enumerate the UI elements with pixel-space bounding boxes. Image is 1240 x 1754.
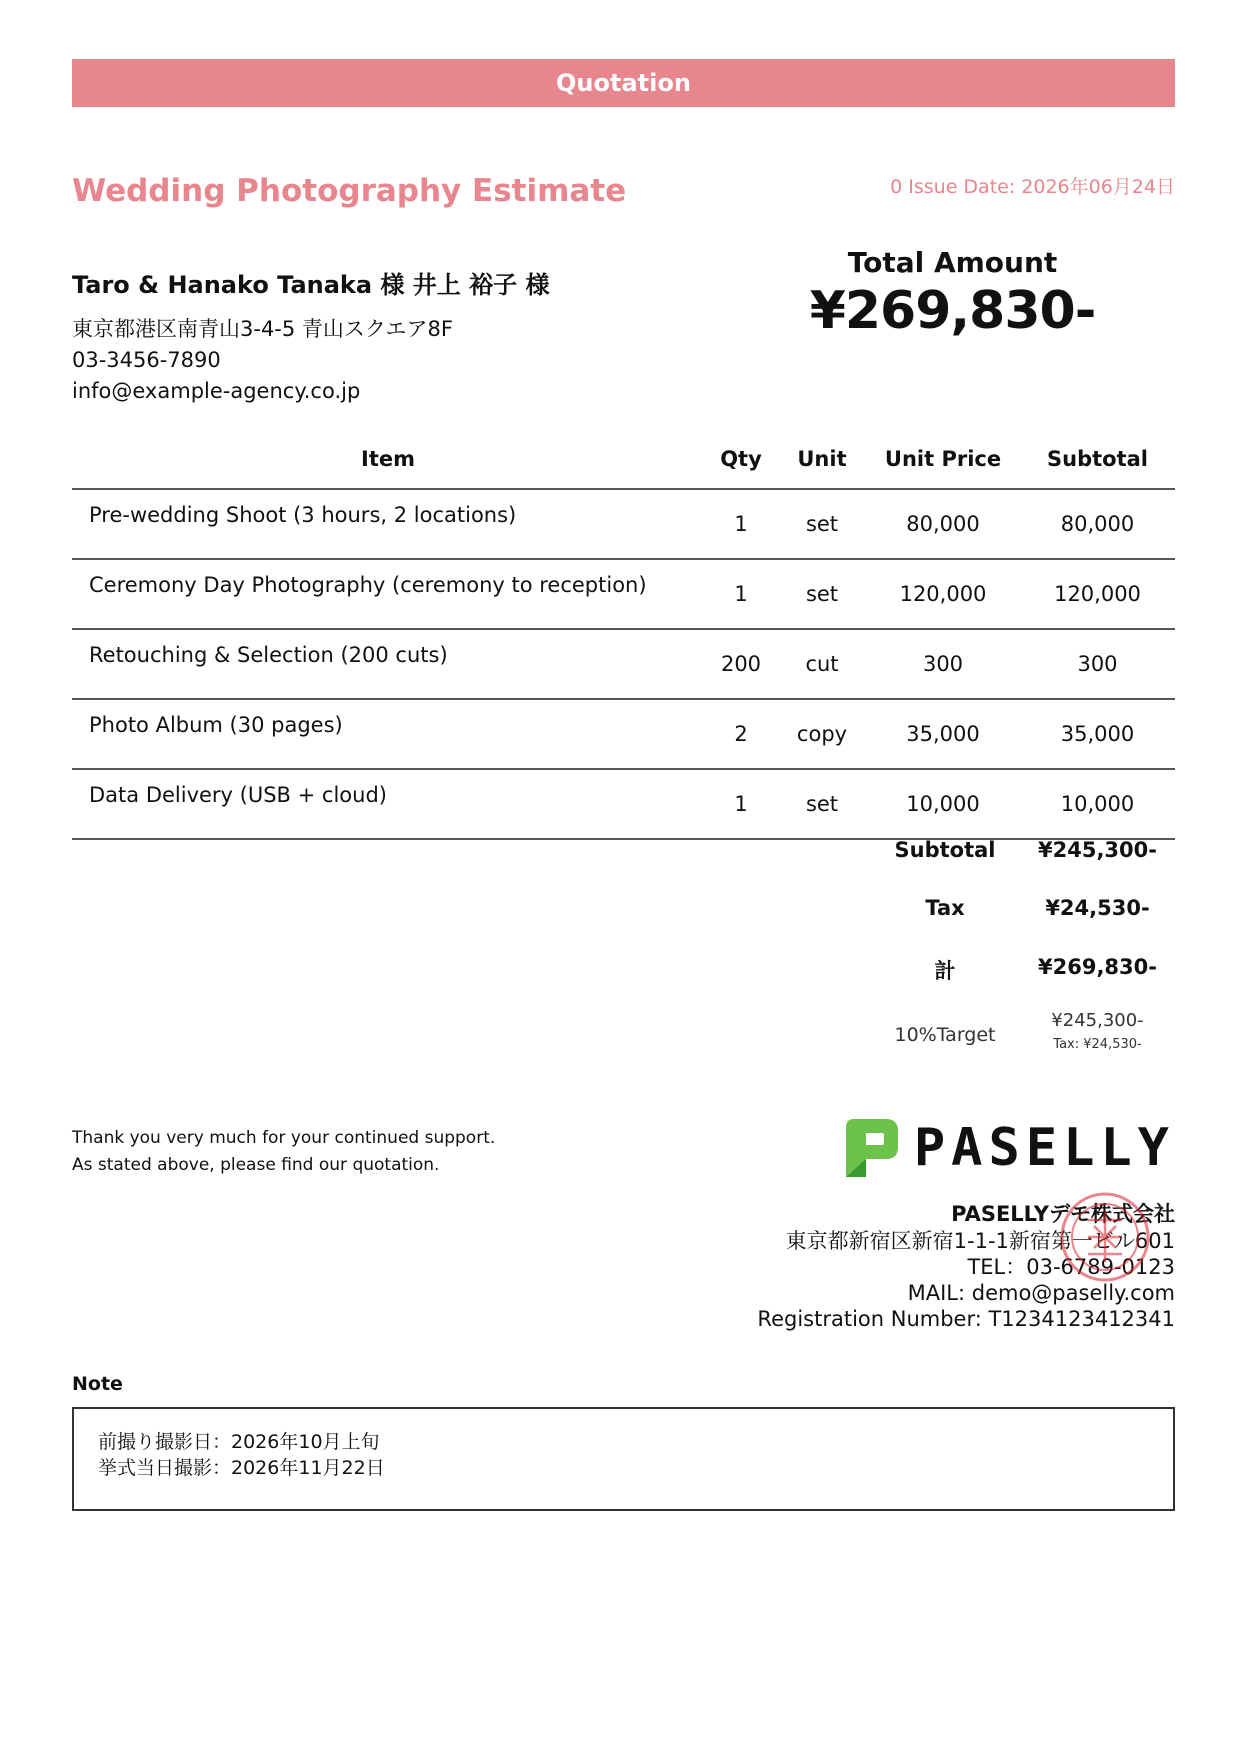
cell-unit-price: 300 xyxy=(866,629,1020,699)
tax-rate-amount: ¥245,300- xyxy=(1051,1010,1144,1031)
cell-unit-price: 80,000 xyxy=(866,489,1020,559)
cell-unit-price: 120,000 xyxy=(866,559,1020,629)
tax-rate-row xyxy=(870,1010,1175,1052)
cell-item: Retouching & Selection (200 cuts) xyxy=(72,629,704,699)
total-amount-value: ¥269,830- xyxy=(809,281,1096,341)
cell-unit: cut xyxy=(778,629,866,699)
total-amount-label: Total Amount xyxy=(847,246,1058,279)
summary-tax-value: ¥24,530- xyxy=(1045,896,1150,920)
thank-you-line-2: As stated above, please find our quotation. xyxy=(72,1155,440,1175)
total-amount-box xyxy=(780,246,1125,341)
summary-subtotal-label: Subtotal xyxy=(894,838,996,862)
cell-subtotal: 35,000 xyxy=(1020,699,1175,769)
cell-unit: set xyxy=(778,489,866,559)
note-line-2: 挙式当日撮影：2026年11月22日 xyxy=(98,1457,385,1479)
table-row xyxy=(72,629,1175,699)
company-registration: Registration Number: T1234123412341 xyxy=(757,1307,1175,1331)
table-row xyxy=(72,699,1175,769)
cell-unit: set xyxy=(778,559,866,629)
tax-rate-tax: Tax: ¥24,530- xyxy=(1053,1037,1142,1052)
summary-total-row xyxy=(870,955,1175,985)
note-box xyxy=(72,1407,1175,1511)
col-header-item: Item xyxy=(72,430,704,489)
company-tel: TEL：03-6789-0123 xyxy=(967,1255,1175,1279)
summary-total-label: 計 xyxy=(934,959,956,983)
issue-date: 0 Issue Date: 2026年06月24日 xyxy=(890,176,1175,198)
summary-subtotal-row xyxy=(870,838,1175,862)
summary-tax-row xyxy=(870,896,1175,920)
paselly-logo-icon xyxy=(842,1117,900,1179)
thank-you-message xyxy=(72,1125,495,1179)
recipient-block xyxy=(72,265,550,407)
company-address: 東京都新宿区新宿1-1-1新宿第一ビル601 xyxy=(785,1229,1175,1253)
logo-wordmark: PASELLY xyxy=(913,1118,1175,1178)
cell-item: Pre-wedding Shoot (3 hours, 2 locations) xyxy=(72,489,704,559)
cell-unit: set xyxy=(778,769,866,839)
banner-title: Quotation xyxy=(556,69,691,97)
cell-item: Photo Album (30 pages) xyxy=(72,699,704,769)
cell-subtotal: 80,000 xyxy=(1020,489,1175,559)
col-header-qty: Qty xyxy=(704,430,778,489)
cell-unit-price: 10,000 xyxy=(866,769,1020,839)
cell-item: Data Delivery (USB + cloud) xyxy=(72,769,704,839)
company-seal-icon xyxy=(1058,1190,1152,1284)
cell-qty: 200 xyxy=(704,629,778,699)
thank-you-line-1: Thank you very much for your continued support. xyxy=(72,1128,496,1148)
document-title: Wedding Photography Estimate xyxy=(72,173,627,209)
table-row xyxy=(72,489,1175,559)
cell-subtotal: 300 xyxy=(1020,629,1175,699)
cell-qty: 2 xyxy=(704,699,778,769)
table-row xyxy=(72,559,1175,629)
cell-subtotal: 120,000 xyxy=(1020,559,1175,629)
table-header-row xyxy=(72,430,1175,489)
company-logo xyxy=(842,1117,1175,1179)
summary-subtotal-value: ¥245,300- xyxy=(1038,838,1157,862)
recipient-address: 東京都港区南青山3-4-5 青山スクエア8F xyxy=(72,317,453,341)
note-line-1: 前撮り撮影日：2026年10月上旬 xyxy=(98,1431,380,1453)
recipient-email: info@example-agency.co.jp xyxy=(72,379,361,403)
cell-qty: 1 xyxy=(704,489,778,559)
cell-subtotal: 10,000 xyxy=(1020,769,1175,839)
col-header-subtotal: Subtotal xyxy=(1020,430,1175,489)
document-banner xyxy=(72,59,1175,107)
company-name: PASELLYデモ株式会社 xyxy=(951,1202,1175,1226)
cell-qty: 1 xyxy=(704,769,778,839)
col-header-unit-price: Unit Price xyxy=(866,430,1020,489)
cell-unit: copy xyxy=(778,699,866,769)
summary-total-value: ¥269,830- xyxy=(1038,955,1157,979)
recipient-phone: 03-3456-7890 xyxy=(72,348,221,372)
tax-rate-label: 10%Target xyxy=(894,1024,996,1046)
company-mail: MAIL: demo@paselly.com xyxy=(907,1281,1175,1305)
col-header-unit: Unit xyxy=(778,430,866,489)
recipient-name: Taro & Hanako Tanaka 様 井上 裕子 様 xyxy=(72,271,550,299)
line-items-table xyxy=(72,430,1175,840)
table-row xyxy=(72,769,1175,839)
summary-tax-label: Tax xyxy=(925,896,965,920)
cell-unit-price: 35,000 xyxy=(866,699,1020,769)
tax-rate-values xyxy=(1020,1010,1175,1052)
cell-item: Ceremony Day Photography (ceremony to reception) xyxy=(72,559,704,629)
cell-qty: 1 xyxy=(704,559,778,629)
note-label: Note xyxy=(72,1373,123,1395)
